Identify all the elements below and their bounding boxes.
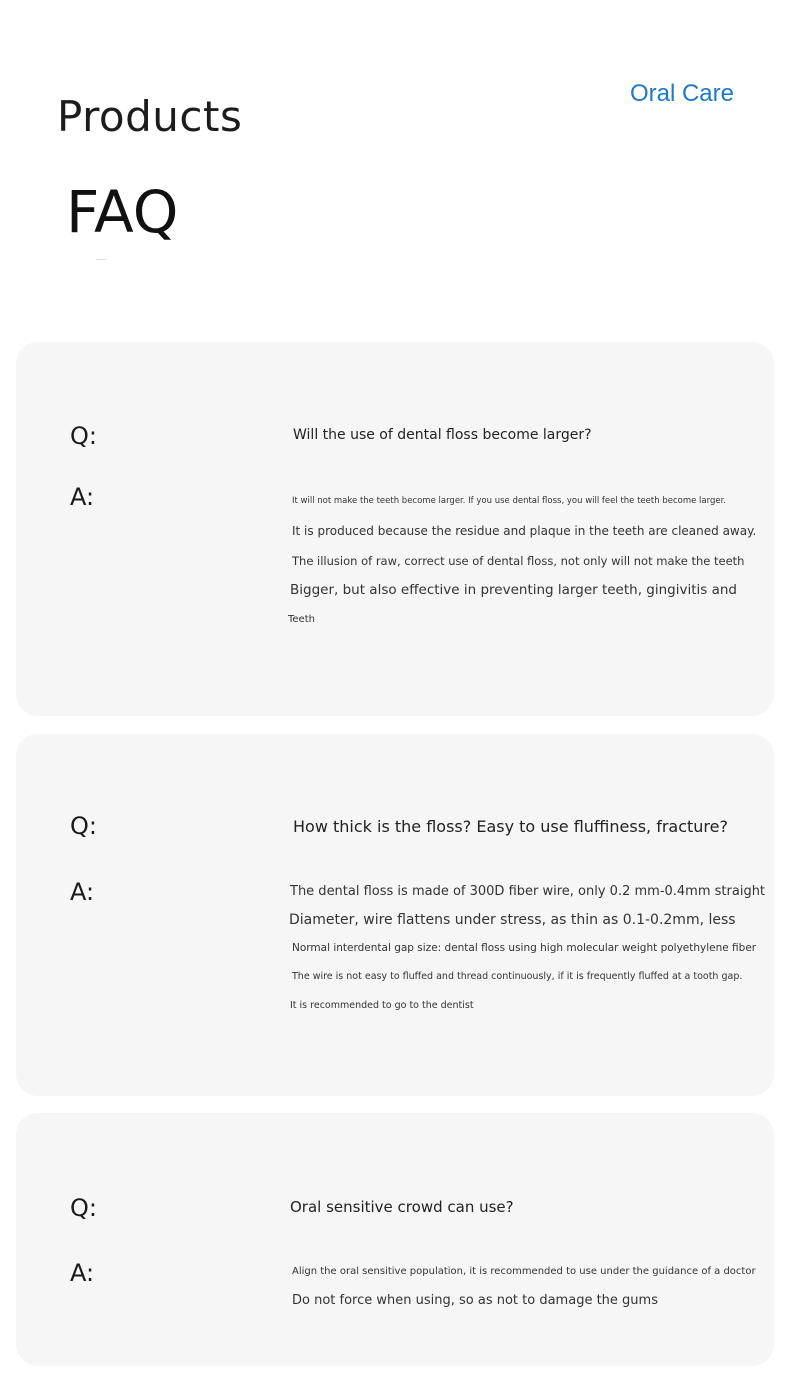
question-label: Q: — [70, 422, 97, 450]
faq-heading: FAQ — [66, 178, 179, 246]
page-title: Products — [57, 92, 243, 141]
answer-line: Teeth — [288, 614, 315, 625]
answer-line: Align the oral sensitive population, it is recommended to use under the guidance of a doctor — [292, 1266, 756, 1277]
answer-label: A: — [70, 1259, 95, 1287]
question-text: Will the use of dental floss become larger? — [293, 427, 592, 443]
answer-line: Do not force when using, so as not to damage the gums — [292, 1293, 658, 1308]
answer-line: Bigger, but also effective in preventing larger teeth, gingivitis and — [290, 582, 738, 598]
answer-line: It is recommended to go to the dentist — [290, 1000, 474, 1011]
faq-card-2 — [16, 734, 774, 1096]
answer-line: The wire is not easy to fluffed and thread continuously, if it is frequently fluffed at a tooth gap. — [292, 971, 743, 982]
answer-line: Diameter, wire flattens under stress, as thin as 0.1-0.2mm, less — [289, 912, 736, 928]
faq-card-3 — [16, 1113, 774, 1366]
answer-line: The dental floss is made of 300D fiber wire, only 0.2 mm-0.4mm straight — [290, 884, 766, 899]
faq-card-1 — [16, 342, 774, 716]
question-text: Oral sensitive crowd can use? — [290, 1198, 514, 1216]
answer-line: It will not make the teeth become larger. If you use dental floss, you will feel the teeth become larger. — [292, 496, 726, 506]
answer-label: A: — [70, 483, 95, 511]
brand-logo-text: Oral Care — [629, 80, 734, 107]
question-text: How thick is the floss? Easy to use fluffiness, fracture? — [293, 817, 728, 836]
answer-label: A: — [70, 878, 95, 906]
question-label: Q: — [70, 1194, 97, 1222]
answer-line: Normal interdental gap size: dental floss using high molecular weight polyethylene fiber — [292, 942, 757, 954]
faq-underline-divider — [96, 259, 106, 260]
answer-line: The illusion of raw, correct use of dental floss, not only will not make the teeth — [292, 554, 745, 568]
question-label: Q: — [70, 812, 97, 840]
answer-line: It is produced because the residue and plaque in the teeth are cleaned away. — [292, 524, 757, 538]
